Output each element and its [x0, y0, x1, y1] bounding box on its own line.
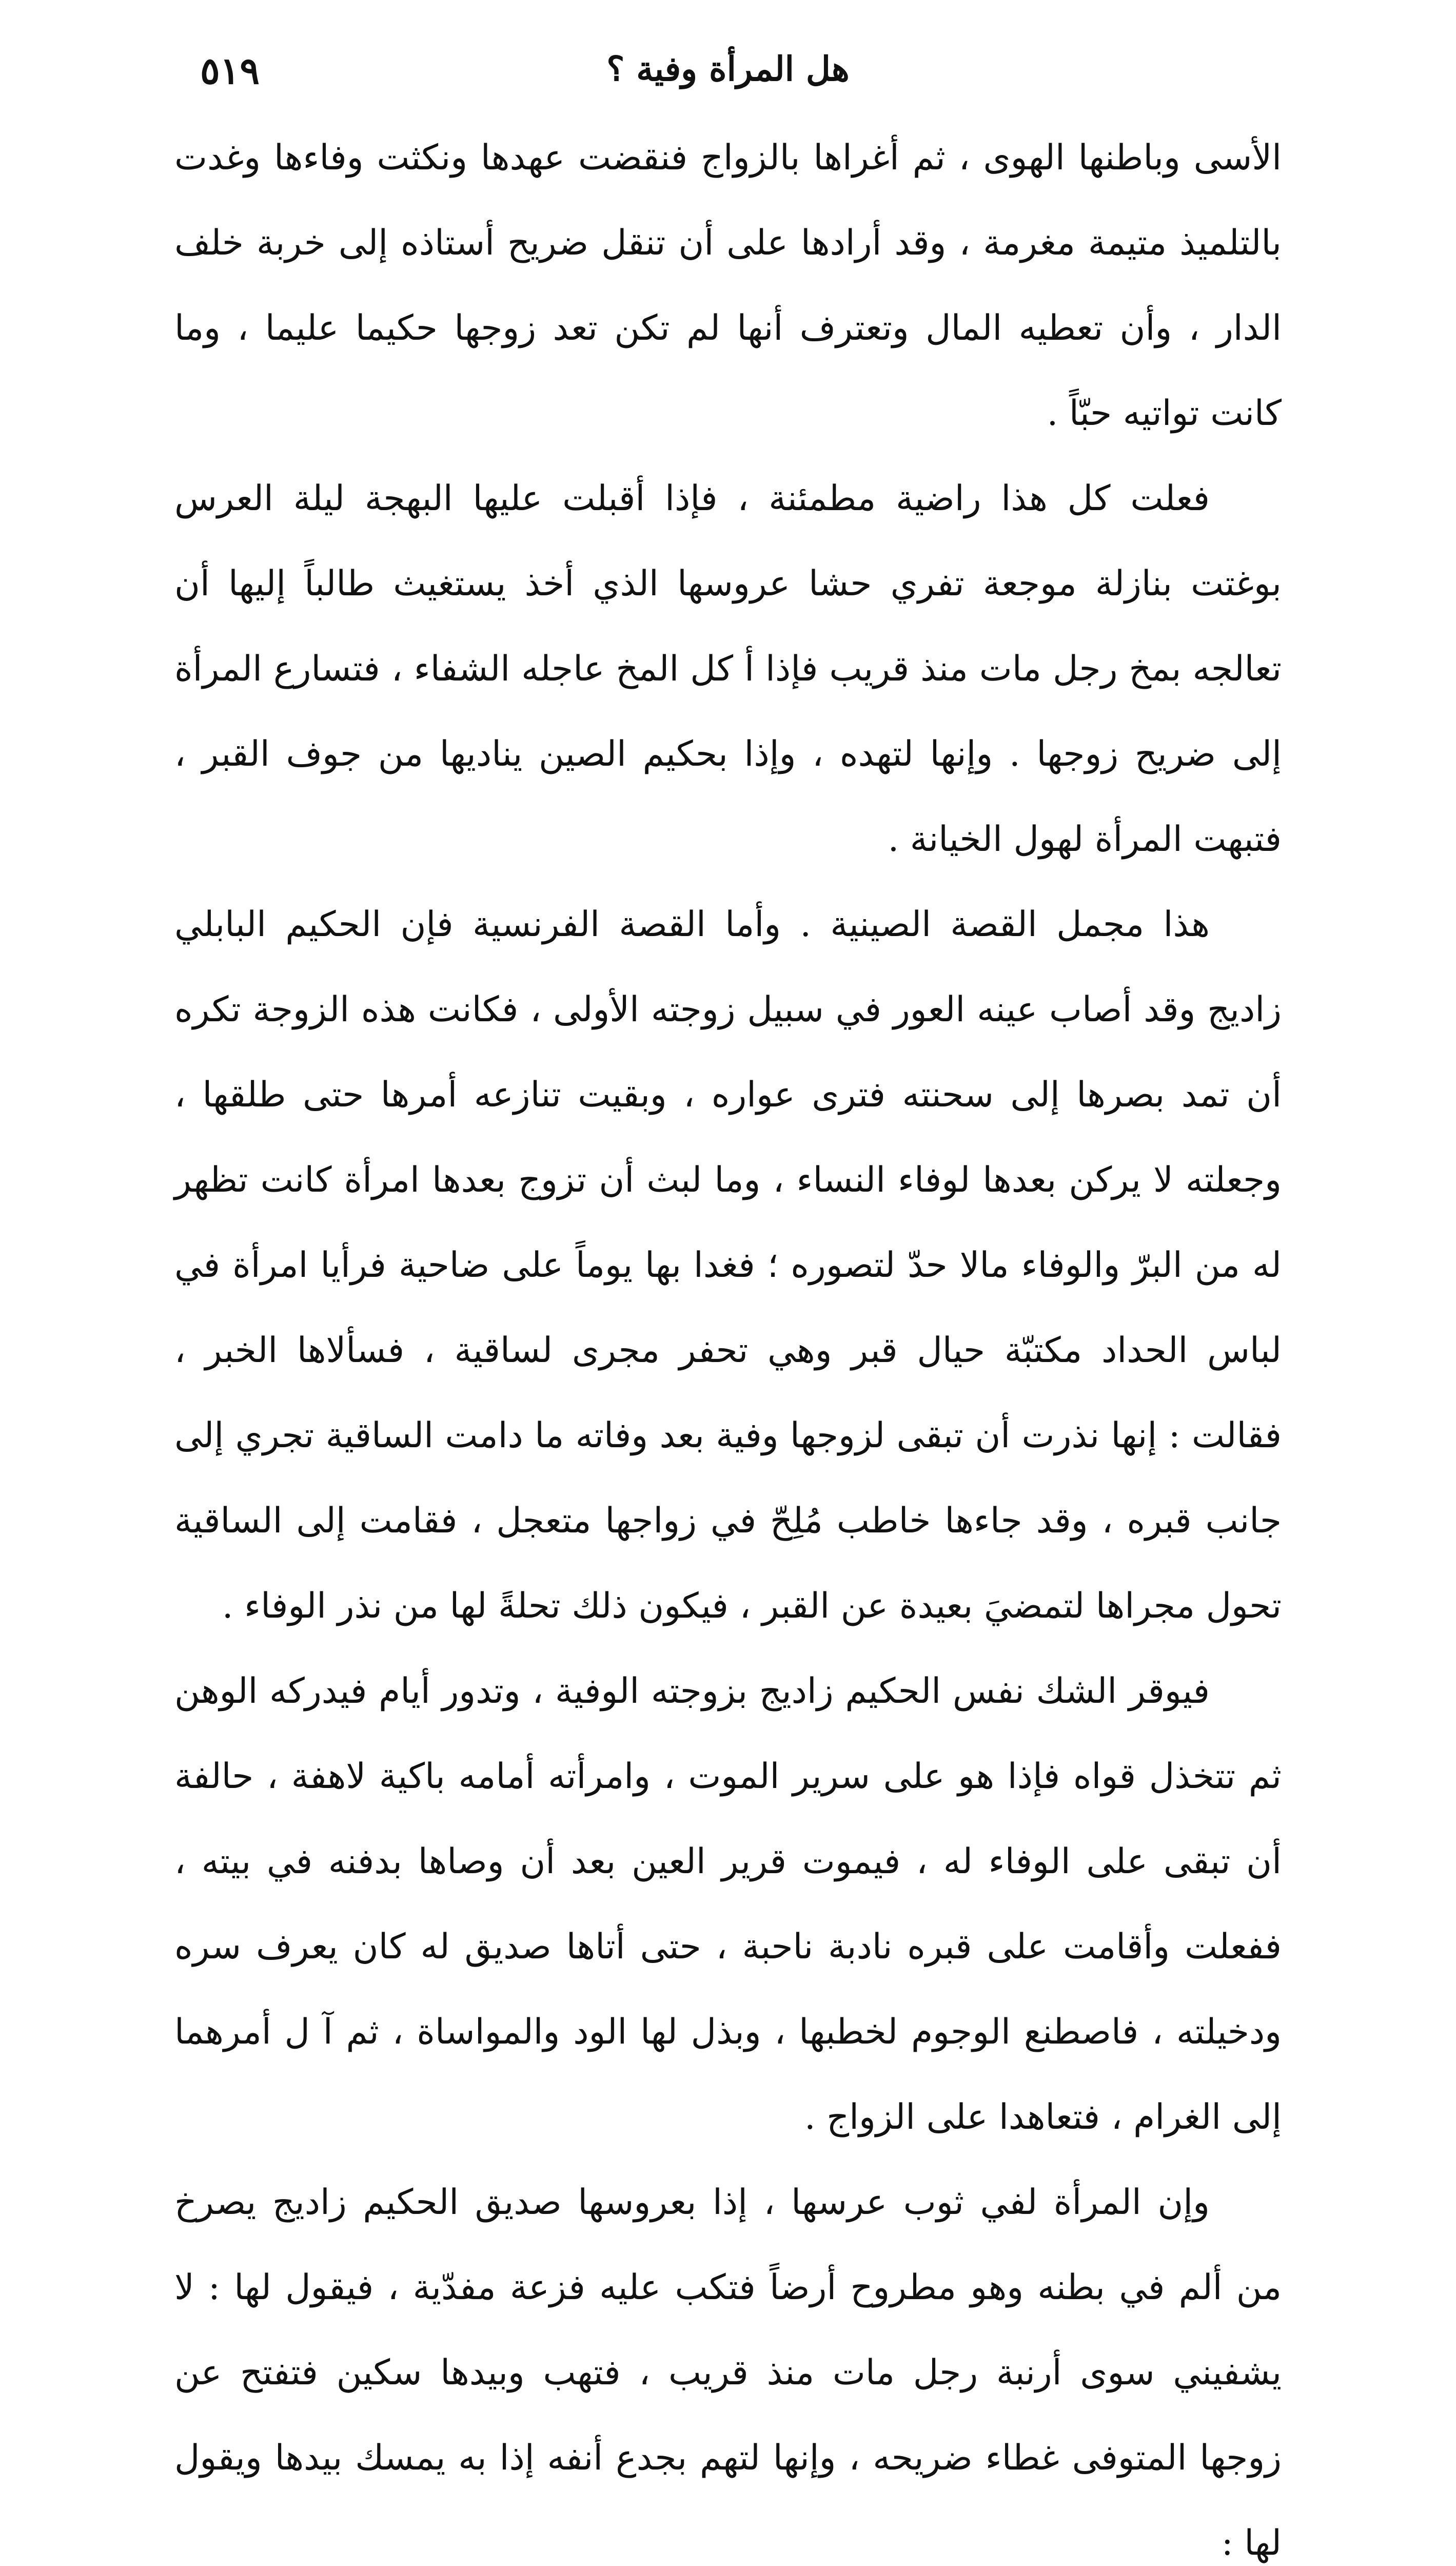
paragraph-continuation: الأسى وباطنها الهوى ، ثم أغراها بالزواج فنقضت عهدها ونكثت وفاءها وغدت بالتلميذ متيمة مغرمة ، وقد أرادها على أن تنقل ضريح أستاذه إلى خربة خلف الدار ، وأن تعطيه المال وتعترف أنها لم تكن تعد زوجها حكيما عليما ، وما كانت تواتيه حبّاً .	[174, 138, 1282, 434]
paragraph-chinese-story-ending: فعلت كل هذا راضية مطمئنة ، فإذا أقبلت عليها البهجة ليلة العرس بوغتت بنازلة موجعة تفري حشا عروسها الذي أخذ يستغيث طالباً إليها أن تعالجه بمخ رجل مات منذ قريب فإذا أ كل المخ عاجله الشفاء ، فتسارع المرأة إلى ضريح زوجها . وإنها لتهده ، وإذا بحكيم الصين يناديها من جوف القبر ، فتبهت المرأة لهول الخيانة .	[174, 478, 1282, 860]
body-text	[174, 115, 1282, 2566]
running-title: هل المرأة وفية ؟	[606, 49, 850, 89]
page-header	[174, 44, 1282, 110]
paragraph-wedding: وإن المرأة لفي ثوب عرسها ، إذا بعروسها صديق الحكيم زاديج يصرخ من ألم في بطنه وهو مطروح أرضاً فتكب عليه فزعة مفدّية ، فيقول لها : لا يشفيني سوى أرنبة رجل مات منذ قريب ، فتهب وبيدها سكين فتفتح عن زوجها المتوفى غطاء ضريحه ، وإنها لتهم بجدع أنفه إذا به يمسك بيدها ويقول لها :	[174, 2182, 1282, 2563]
paragraph-zadig-doubt: فيوقر الشك نفس الحكيم زاديج بزوجته الوفية ، وتدور أيام فيدركه الوهن ثم تتخذل قواه فإذا هو على سرير الموت ، وامرأته أمامه باكية لاهفة ، حالفة أن تبقى على الوفاء له ، فيموت قرير العين بعد أن وصاها بدفنه في بيته ، ففعلت وأقامت على قبره نادبة ناحبة ، حتى أتاها صديق له كان يعرف سره ودخيلته ، فاصطنع الوجوم لخطبها ، وبذل لها الود والمواساة ، ثم آ ل أمرهما إلى الغرام ، فتعاهدا على الزواج .	[174, 1671, 1282, 2137]
page-number: ٥١٩	[200, 49, 260, 92]
paragraph-french-story: هذا مجمل القصة الصينية . وأما القصة الفرنسية فإن الحكيم البابلي زاديج وقد أصاب عينه العور في سبيل زوجته الأولى ، فكانت هذه الزوجة تكره أن تمد بصرها إلى سحنته فترى عواره ، وبقيت تنازعه أمرها حتى طلقها ، وجعلته لا يركن بعدها لوفاء النساء ، وما لبث أن تزوج بعدها امرأة كانت تظهر له من البرّ والوفاء مالا حدّ لتصوره ؛ فغدا بها يوماً على ضاحية فرأيا امرأة في لباس الحداد مكتبّة حيال قبر وهي تحفر مجرى لساقية ، فسألاها الخبر ، فقالت : إنها نذرت أن تبقى لزوجها وفية بعد وفاته ما دامت الساقية تجري إلى جانب قبره ، وقد جاءها خاطب مُلِحّ في زواجها متعجل ، فقامت إلى الساقية تحول مجراها لتمضيَ بعيدة عن القبر ، فيكون ذلك تحلةً لها من نذر الوفاء .	[174, 904, 1282, 1626]
